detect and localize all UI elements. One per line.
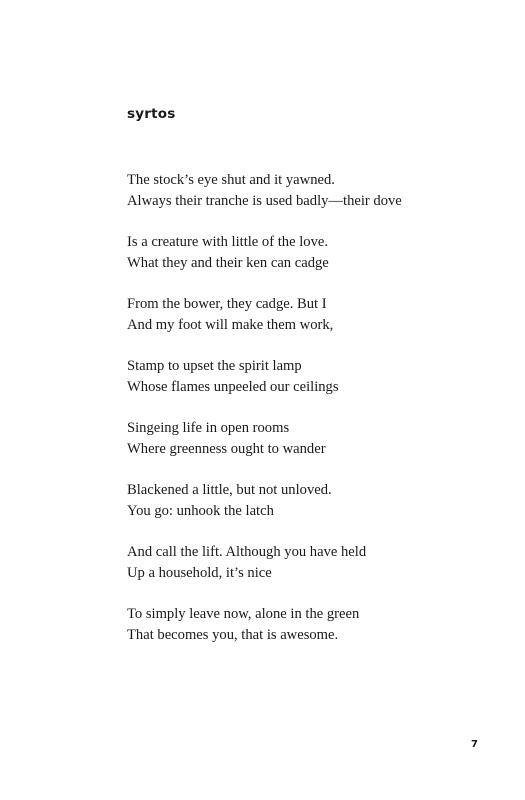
stanza — [127, 542, 487, 584]
poem-title: syrtos — [127, 106, 176, 122]
poem-line: And call the lift. Although you have held — [127, 544, 367, 560]
poem-line: To simply leave now, alone in the green — [127, 606, 360, 622]
poem-line: What they and their ken can cadge — [127, 255, 329, 271]
poem-line: Is a creature with little of the love. — [127, 234, 328, 250]
poem-line: Always their tranche is used badly—their dove — [127, 193, 402, 209]
poem-line: Singeing life in open rooms — [127, 420, 290, 436]
stanza — [127, 356, 487, 398]
stanza — [127, 170, 487, 212]
poem-line: Where greenness ought to wander — [127, 441, 326, 457]
poem-body — [127, 170, 487, 666]
page-number: 7 — [471, 739, 478, 750]
stanza — [127, 232, 487, 274]
poem-line: And my foot will make them work, — [127, 317, 334, 333]
poem-line: Stamp to upset the spirit lamp — [127, 358, 302, 374]
poem-line: Up a household, it’s nice — [127, 565, 272, 581]
stanza — [127, 604, 487, 646]
poem-line: That becomes you, that is awesome. — [127, 627, 339, 643]
poem-line: Whose flames unpeeled our ceilings — [127, 379, 339, 395]
stanza — [127, 480, 487, 522]
poem-line: Blackened a little, but not unloved. — [127, 482, 332, 498]
poem-line: The stock’s eye shut and it yawned. — [127, 172, 335, 188]
stanza — [127, 294, 487, 336]
stanza — [127, 418, 487, 460]
poem-line: From the bower, they cadge. But I — [127, 296, 327, 312]
poem-line: You go: unhook the latch — [127, 503, 274, 519]
